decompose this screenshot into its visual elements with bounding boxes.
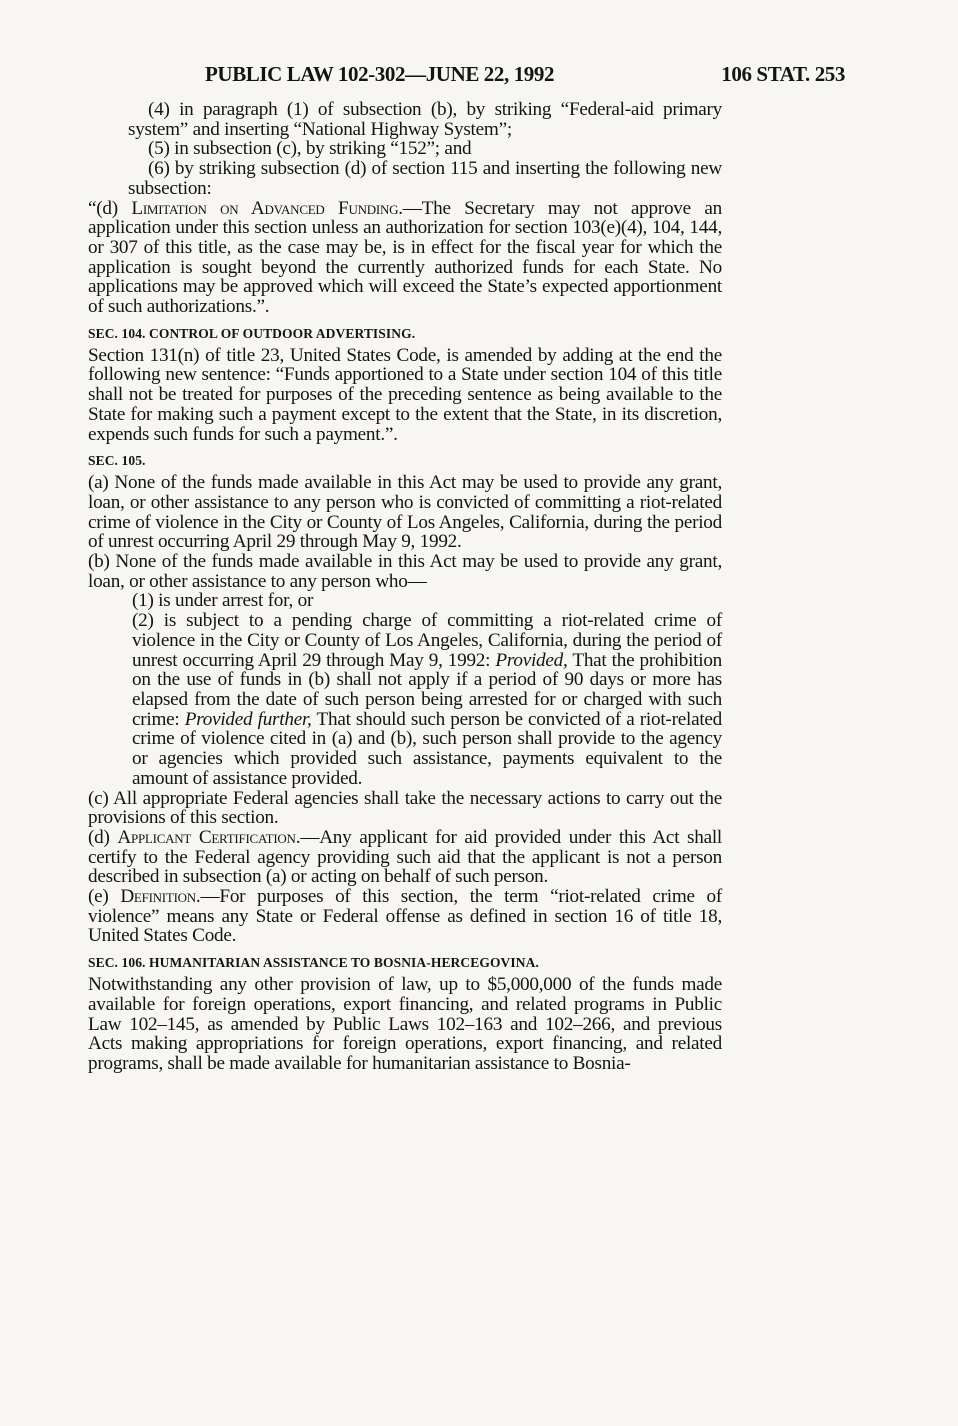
subsection-d-heading: Limitation on Advanced Funding. [131, 197, 403, 219]
header-page-number: 106 STAT. 253 [721, 62, 845, 86]
section-105-d-heading: Applicant Certification. [117, 826, 301, 848]
section-105-heading: SEC. 105. [88, 453, 146, 469]
header-title: PUBLIC LAW 102-302—JUNE 22, 1992 [205, 62, 555, 86]
section-105-d-label: (d) [88, 826, 110, 848]
paragraph-4: (4) in paragraph (1) of subsection (b), by striking “Federal-aid primary system” and inserting “National Highway System”; [128, 99, 722, 140]
section-105-e-text: —For purposes of this section, the term “riot-related crime of violence” means any State or Federal offense as defined in section 16 of title 18, United States Code. [88, 886, 723, 947]
document-body [88, 100, 722, 1074]
section-104-heading: SEC. 104. CONTROL OF OUTDOOR ADVERTISING. [88, 325, 416, 341]
section-105-c: (c) All appropriate Federal agencies shall take the necessary actions to carry out the provisions of this section. [88, 787, 722, 829]
subsection-d-limitation [88, 199, 722, 317]
subsection-d-text: —The Secretary may not approve an application under this section unless an authorization for section 103(e)(4), 104, 144, or 307 of this title, as the case may be, is in effect for the fiscal year for which the application is sought beyond the currently authorized funds for each State. No applications may be approved which will exceed the State’s expected apportionment of such authorizations.”. [88, 197, 722, 318]
section-105-b-2 [88, 611, 722, 788]
paragraph-6: (6) by striking subsection (d) of section 115 and inserting the following new subsection: [128, 158, 722, 199]
b2-proviso-2: Provided further, [184, 708, 312, 730]
section-106-text: Notwithstanding any other provision of law, up to $5,000,000 of the funds made available for foreign operations, export financing, and related programs in Public Law 102–145, as amended by Public Laws 102–163 and 102–266, and previous Acts making appropriations for foreign operations, export financing, and related programs, shall be made available for humanitarian assistance to Bosnia- [88, 974, 722, 1074]
section-105-e-heading: Definition. [120, 886, 201, 908]
section-105-d [88, 828, 722, 887]
subsection-d-label: “(d) [88, 197, 118, 219]
b2-text-end: That should such person be convicted of a riot-related crime of violence cited in (a) and (b), such person shall provide to the agency or agencies which provided such assistance, payments equivalent to the amount of assistance provided. [132, 708, 723, 789]
section-105-b: (b) None of the funds made available in this Act may be used to provide any grant, loan, or other assistance to any person who— [88, 551, 722, 592]
section-104-text: Section 131(n) of title 23, United States Code, is amended by adding at the end the following new sentence: “Funds apportioned to a State under section 104 of this title shall not be treated for purposes of the preceding sentence as being available to the State for making such a payment except to the extent that the State, in its discretion, expends such funds for such a payment.”. [88, 344, 722, 445]
page-header [205, 62, 845, 88]
section-105-e-label: (e) [88, 886, 109, 908]
b2-text-middle: That the prohibition on the use of funds in (b) shall not apply if a period of 90 days or more has elapsed from the date of such person being arrested for or charged with such crime: [132, 649, 723, 730]
section-106-heading: SEC. 106. HUMANITARIAN ASSISTANCE TO BOSNIA-HERCEGOVINA. [88, 955, 539, 971]
section-105-e [88, 887, 722, 946]
section-105-a: (a) None of the funds made available in this Act may be used to provide any grant, loan, or other assistance to any person who is convicted of committing a riot-related crime of violence in the City or County of Los Angeles, California, during the period of unrest occurring April 29 through May 9, 1992. [88, 472, 722, 553]
b2-proviso-1: Provided, [495, 649, 568, 671]
b2-text-start: (2) is subject to a pending charge of committing a riot-related crime of violence in the City or County of Los Angeles, California, during the period of unrest occurring April 29 through May 9, 1992: [132, 610, 722, 671]
section-105-b-1: (1) is under arrest for, or [132, 590, 314, 612]
section-105-d-text: —Any applicant for aid provided under this Act shall certify to the Federal agency providing such aid that the applicant is not a person described in subsection (a) or acting on behalf of such person. [88, 826, 722, 888]
paragraph-5: (5) in subsection (c), by striking “152”; and [148, 138, 472, 160]
